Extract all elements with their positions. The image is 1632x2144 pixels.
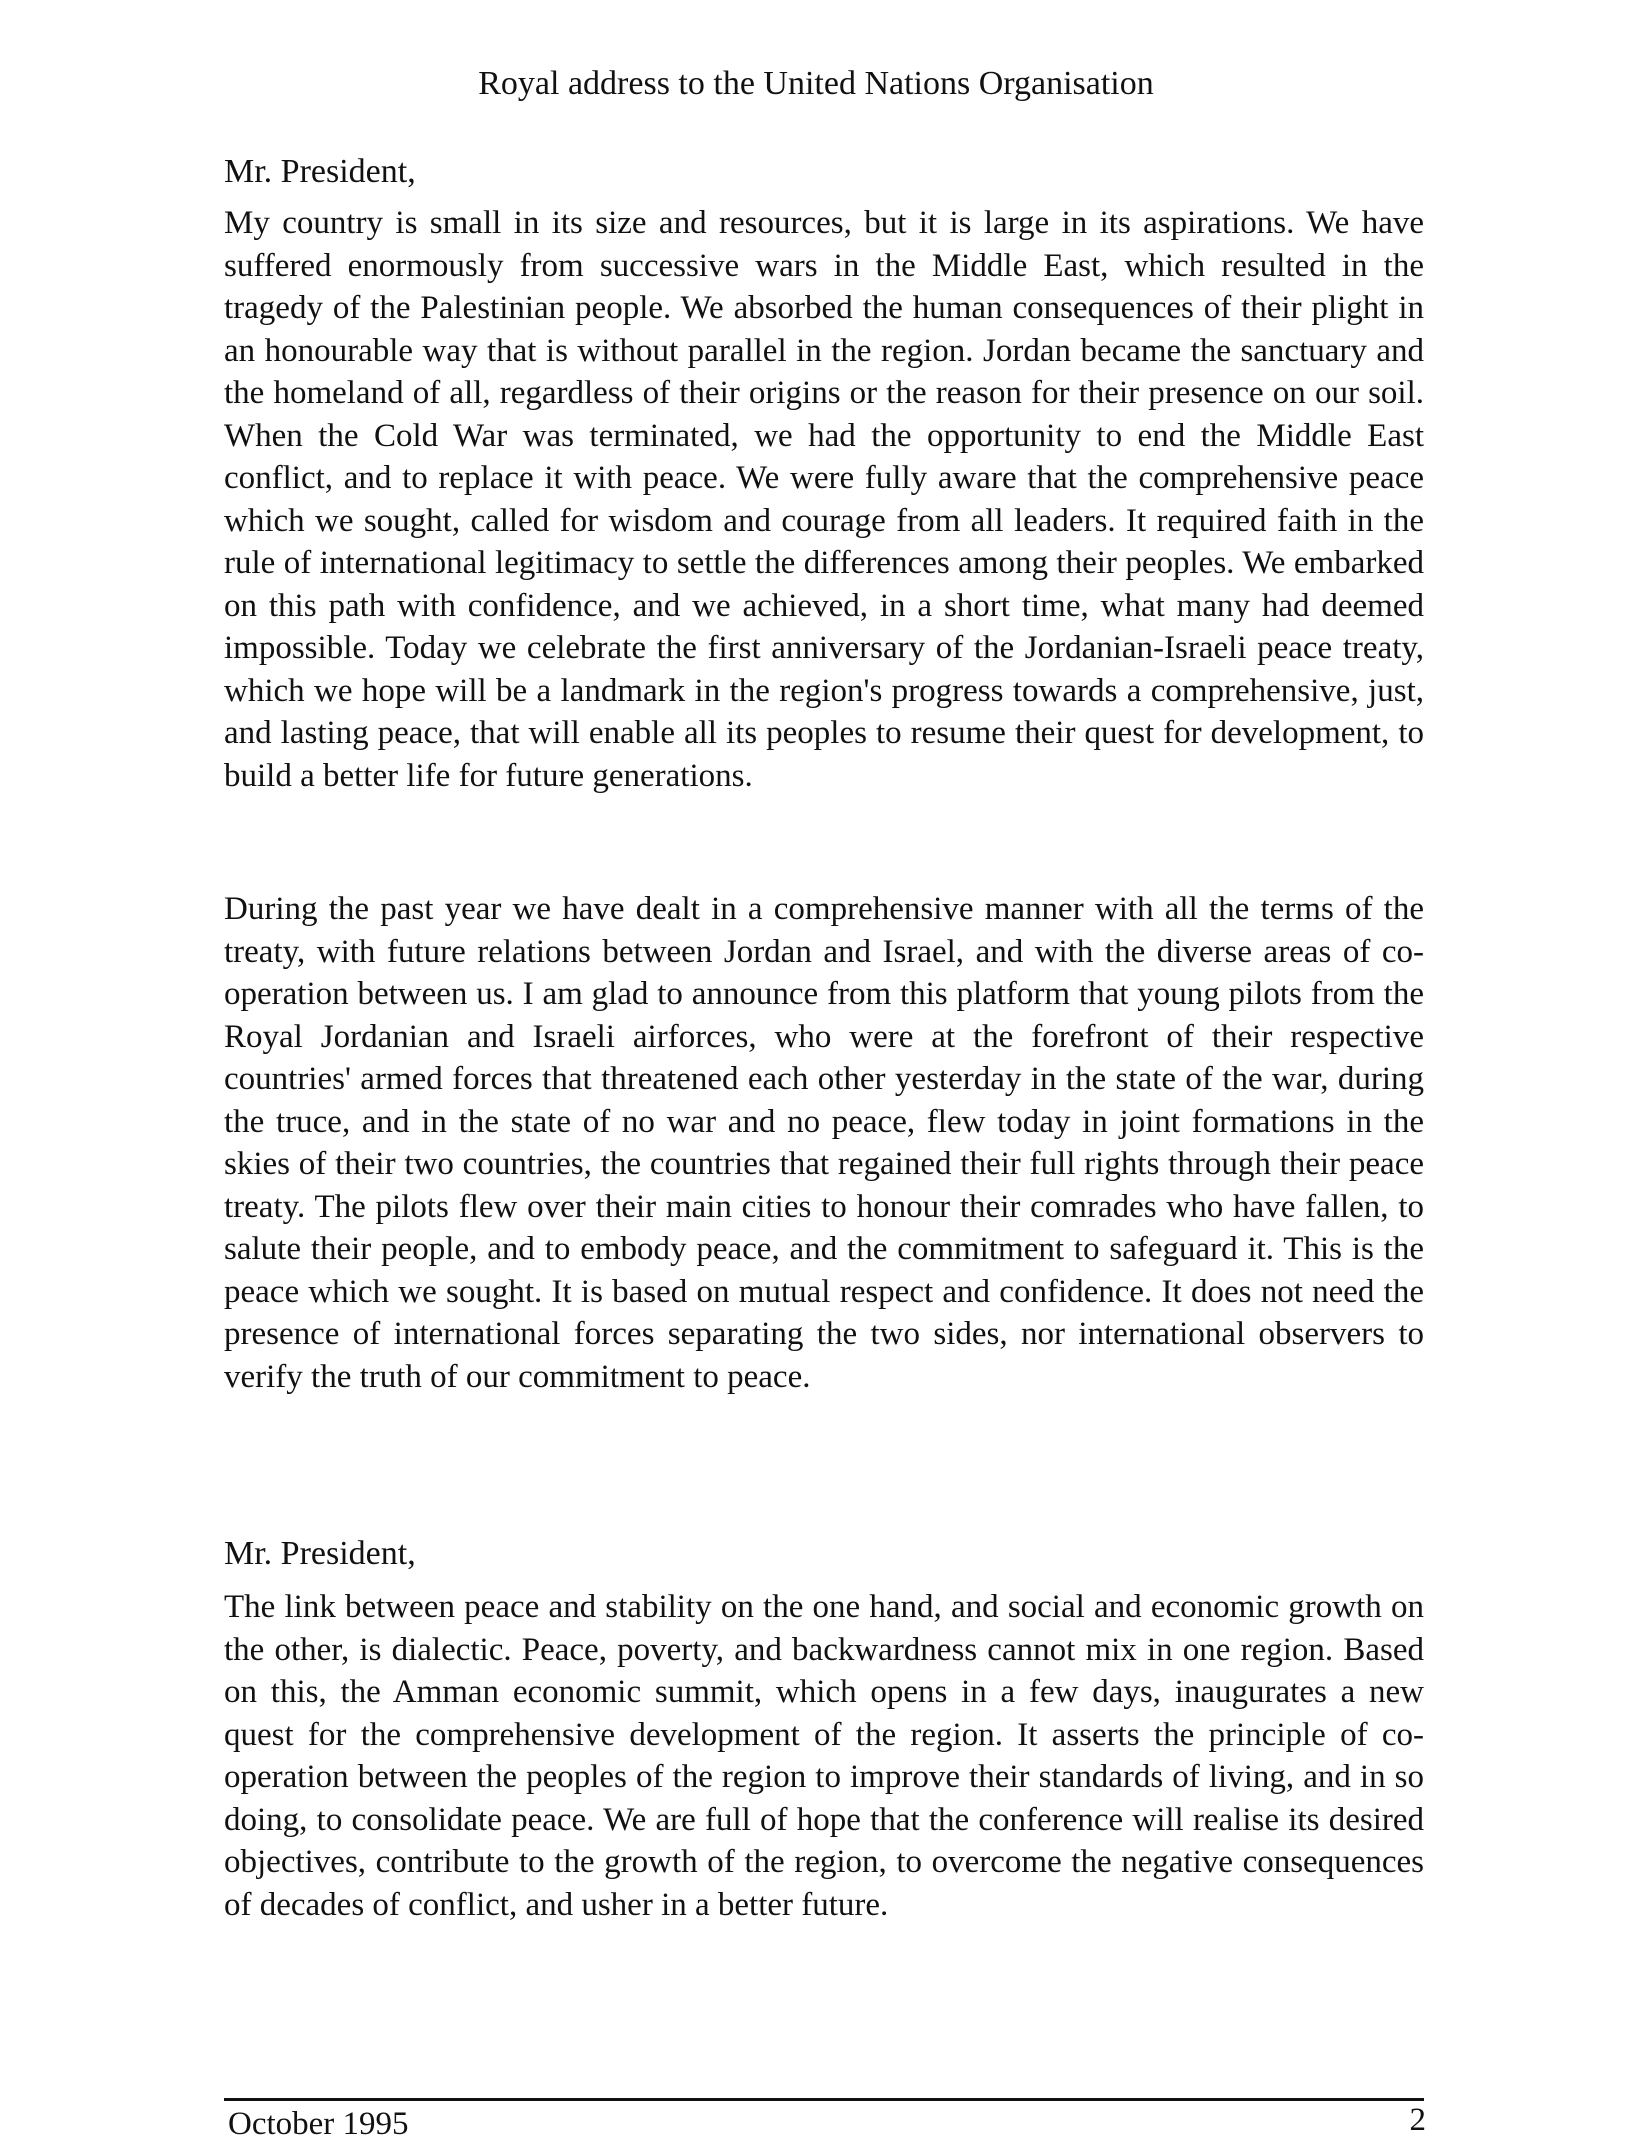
page-title: Royal address to the United Nations Organisation xyxy=(478,65,1154,102)
paragraph-third: The link between peace and stability on the one hand, and social and economic growth on the other, is dialectic. Peace, poverty, and backwardness cannot mix in one region. Based on this, the Amman economic summit, which opens in a few days, inaugurates a new quest for the comprehensive development of the region. It asserts the principle of co-operation between the peoples of the region to improve their standards of living, and in so doing, to consolidate peace. We are full of hope that the conference will realise its desired objectives, contribute to the growth of the region, to overcome the negative consequences of decades of conflict, and usher in a better future. xyxy=(224,1589,1424,1923)
footer-divider xyxy=(224,2098,1424,2101)
salutation-second: Mr. President, xyxy=(224,1535,416,1572)
salutation-first: Mr. President, xyxy=(224,153,416,190)
paragraph-first: My country is small in its size and resources, but it is large in its aspirations. We have suffered enormously from successive wars in the Middle East, which resulted in the tragedy of the Palestinian people. We absorbed the human consequences of their plight in an honourable way that is without parallel in the region. Jordan became the sanctuary and the homeland of all, regardless of their origins or the reason for their presence on our soil. When the Cold War was terminated, we had the opportunity to end the Middle East conflict, and to replace it with peace. We were fully aware that the comprehensive peace which we sought, called for wisdom and courage from all leaders. It required faith in the rule of international legitimacy to settle the differences among their peoples. We embarked on this path with confidence, and we achieved, in a short time, what many had deemed impossible. Today we celebrate the first anniversary of the Jordanian-Israeli peace treaty, which we hope will be a landmark in the region's progress towards a comprehensive, just, and lasting peace, that will enable all its peoples to resume their quest for development, to build a better life for future generations. xyxy=(224,205,1424,794)
paragraph-second: During the past year we have dealt in a comprehensive manner with all the terms of the treaty, with future relations between Jordan and Israel, and with the diverse areas of co-operation between us. I am glad to announce from this platform that young pilots from the Royal Jordanian and Israeli airforces, who were at the forefront of their respective countries' armed forces that threatened each other yesterday in the state of the war, during the truce, and in the state of no war and no peace, flew today in joint formations in the skies of their two countries, the countries that regained their full rights through their peace treaty. The pilots flew over their main cities to honour their comrades who have fallen, to salute their people, and to embody peace, and the commitment to safeguard it. This is the peace which we sought. It is based on mutual respect and confidence. It does not need the presence of international forces separating the two sides, nor international observers to verify the truth of our commitment to peace. xyxy=(224,891,1424,1395)
page-number: 2 xyxy=(1409,2102,1426,2138)
footer-date: October 1995 xyxy=(228,2106,409,2142)
